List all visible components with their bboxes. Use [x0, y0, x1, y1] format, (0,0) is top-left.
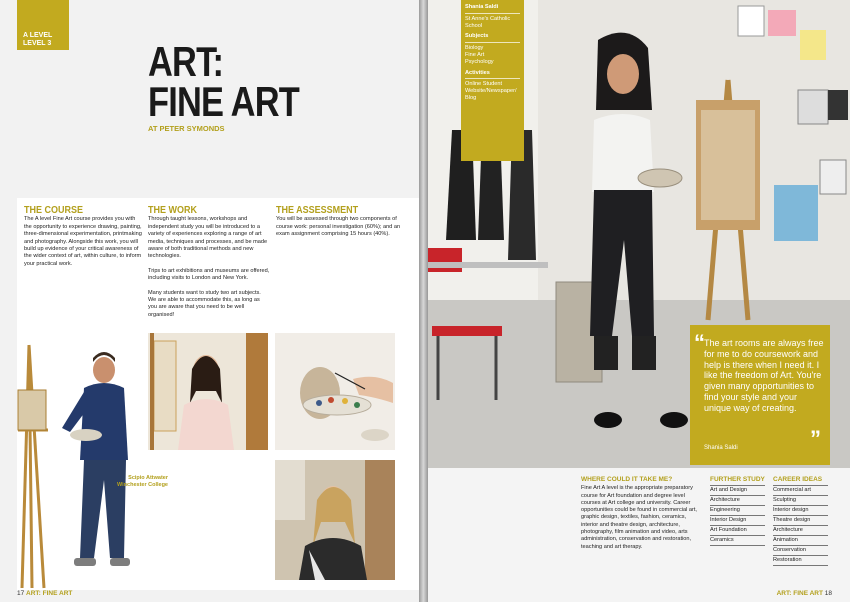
- activities-text: Online Student Website/Newspaper/ Blog: [465, 81, 517, 101]
- list-item: Interior Design: [710, 515, 765, 525]
- list-item: Interior design: [773, 505, 828, 515]
- activities-heading: Activities: [465, 70, 520, 80]
- course-heading: THE COURSE: [24, 205, 84, 216]
- quote-box: [690, 325, 830, 465]
- list-item: Theatre design: [773, 515, 828, 525]
- assessment-text: You will be assessed through two components of course work: personal investigation (60%); and an exam assignment comprising 15 hours (40%).: [276, 216, 401, 238]
- level-tag: [17, 0, 69, 50]
- career-ideas-heading: CAREER IDEAS: [773, 476, 823, 483]
- footer-label-right: ART: FINE ART: [776, 590, 823, 597]
- list-item: Sculpting: [773, 495, 828, 505]
- list-item: Animation: [773, 535, 828, 545]
- profile-name: Shania Saldi: [465, 4, 520, 14]
- palette-photo: [275, 333, 395, 450]
- where-section: [581, 476, 701, 551]
- level-tag-line1: A LEVEL: [23, 32, 53, 39]
- list-item: Engineering: [710, 505, 765, 515]
- caption-name: Scipio Attwater: [128, 475, 168, 481]
- page-number-left: 17: [17, 590, 25, 597]
- quote-text: The art rooms are always free for me to do coursework and help is there when I need it. I like the freedom of Art. You're given many opportunities to find your style and your unique way of creating.: [704, 338, 824, 413]
- assessment-column: [276, 207, 401, 246]
- list-item: Restoration: [773, 555, 828, 566]
- student-profile: [461, 0, 524, 161]
- list-item: Commercial art: [773, 485, 828, 495]
- list-item: Conservation: [773, 545, 828, 555]
- level-tag-line2: LEVEL 3: [23, 40, 52, 47]
- subjects-heading: Subjects: [465, 33, 520, 43]
- caption-school: Winchester College: [117, 482, 168, 488]
- student-easel-photo: [14, 330, 144, 590]
- footer-label-left: ART: FINE ART: [26, 590, 73, 597]
- assessment-heading: THE ASSESSMENT: [276, 205, 359, 216]
- painting-student-photo: [148, 333, 268, 450]
- work-column: [148, 207, 270, 326]
- career-ideas-list: [773, 476, 828, 566]
- list-item: Art Foundation: [710, 525, 765, 535]
- work-text-1: Through taught lessons, workshops and independent study you will be introduced to a variety of experiences exploring a range of art media, techniques and processes, and be made aware of both traditional methods and new technologies.: [148, 216, 268, 260]
- list-item: Architecture: [710, 495, 765, 505]
- further-study-heading: FURTHER STUDY: [710, 476, 765, 483]
- where-heading: WHERE COULD IT TAKE ME?: [581, 476, 673, 483]
- profile-school: St Anne's Catholic School: [465, 15, 511, 29]
- work-text-3: Many students want to study two art subjects. We are able to accommodate this, as long as you are aware that you need to be well organised!: [148, 289, 261, 318]
- list-item: Ceramics: [710, 535, 765, 546]
- right-page: [428, 0, 850, 602]
- footer-left: [17, 590, 72, 597]
- subject-item: Psychology: [465, 58, 494, 65]
- subject-item: Biology: [465, 45, 484, 52]
- close-quote-icon: ”: [810, 426, 821, 451]
- course-column: [24, 207, 142, 275]
- open-quote-icon: “: [694, 330, 705, 355]
- page-number-right: 18: [824, 590, 832, 597]
- blonde-student-photo: [275, 460, 395, 580]
- left-page: [0, 0, 421, 602]
- quote-attribution: Shania Saldi: [704, 445, 738, 451]
- work-heading: THE WORK: [148, 205, 198, 216]
- course-text: The A level Fine Art course provides you with the opportunity to experience drawing, painting, three-dimensional experimentation, printmaking and photography. Alongside this work, you will build up evidence of your critical awareness of the wider context of art, within culture, to inform your practical work.: [24, 216, 142, 267]
- list-item: Architecture: [773, 525, 828, 535]
- page-title: ART: FINE ART: [148, 38, 299, 125]
- photo-caption: [98, 475, 168, 489]
- where-text: Fine Art A level is the appropriate preparatory course for Art foundation and degree level courses at Art college and university. Career opportunities could be found in commercial art, graphic design, textiles, fashion, ceramics, interior and theatre design, architecture, photography, film animation and video, arts administration, conservation and restoration, teaching and art therapy.: [581, 485, 697, 550]
- work-text-2: Trips to art exhibitions and museums are offered, including visits to London and New York.: [148, 267, 270, 282]
- list-item: Art and Design: [710, 485, 765, 495]
- subject-item: Fine Art: [465, 51, 485, 58]
- further-study-list: [710, 476, 765, 546]
- footer-right: [777, 590, 832, 597]
- page-subtitle: AT PETER SYMONDS: [148, 124, 225, 133]
